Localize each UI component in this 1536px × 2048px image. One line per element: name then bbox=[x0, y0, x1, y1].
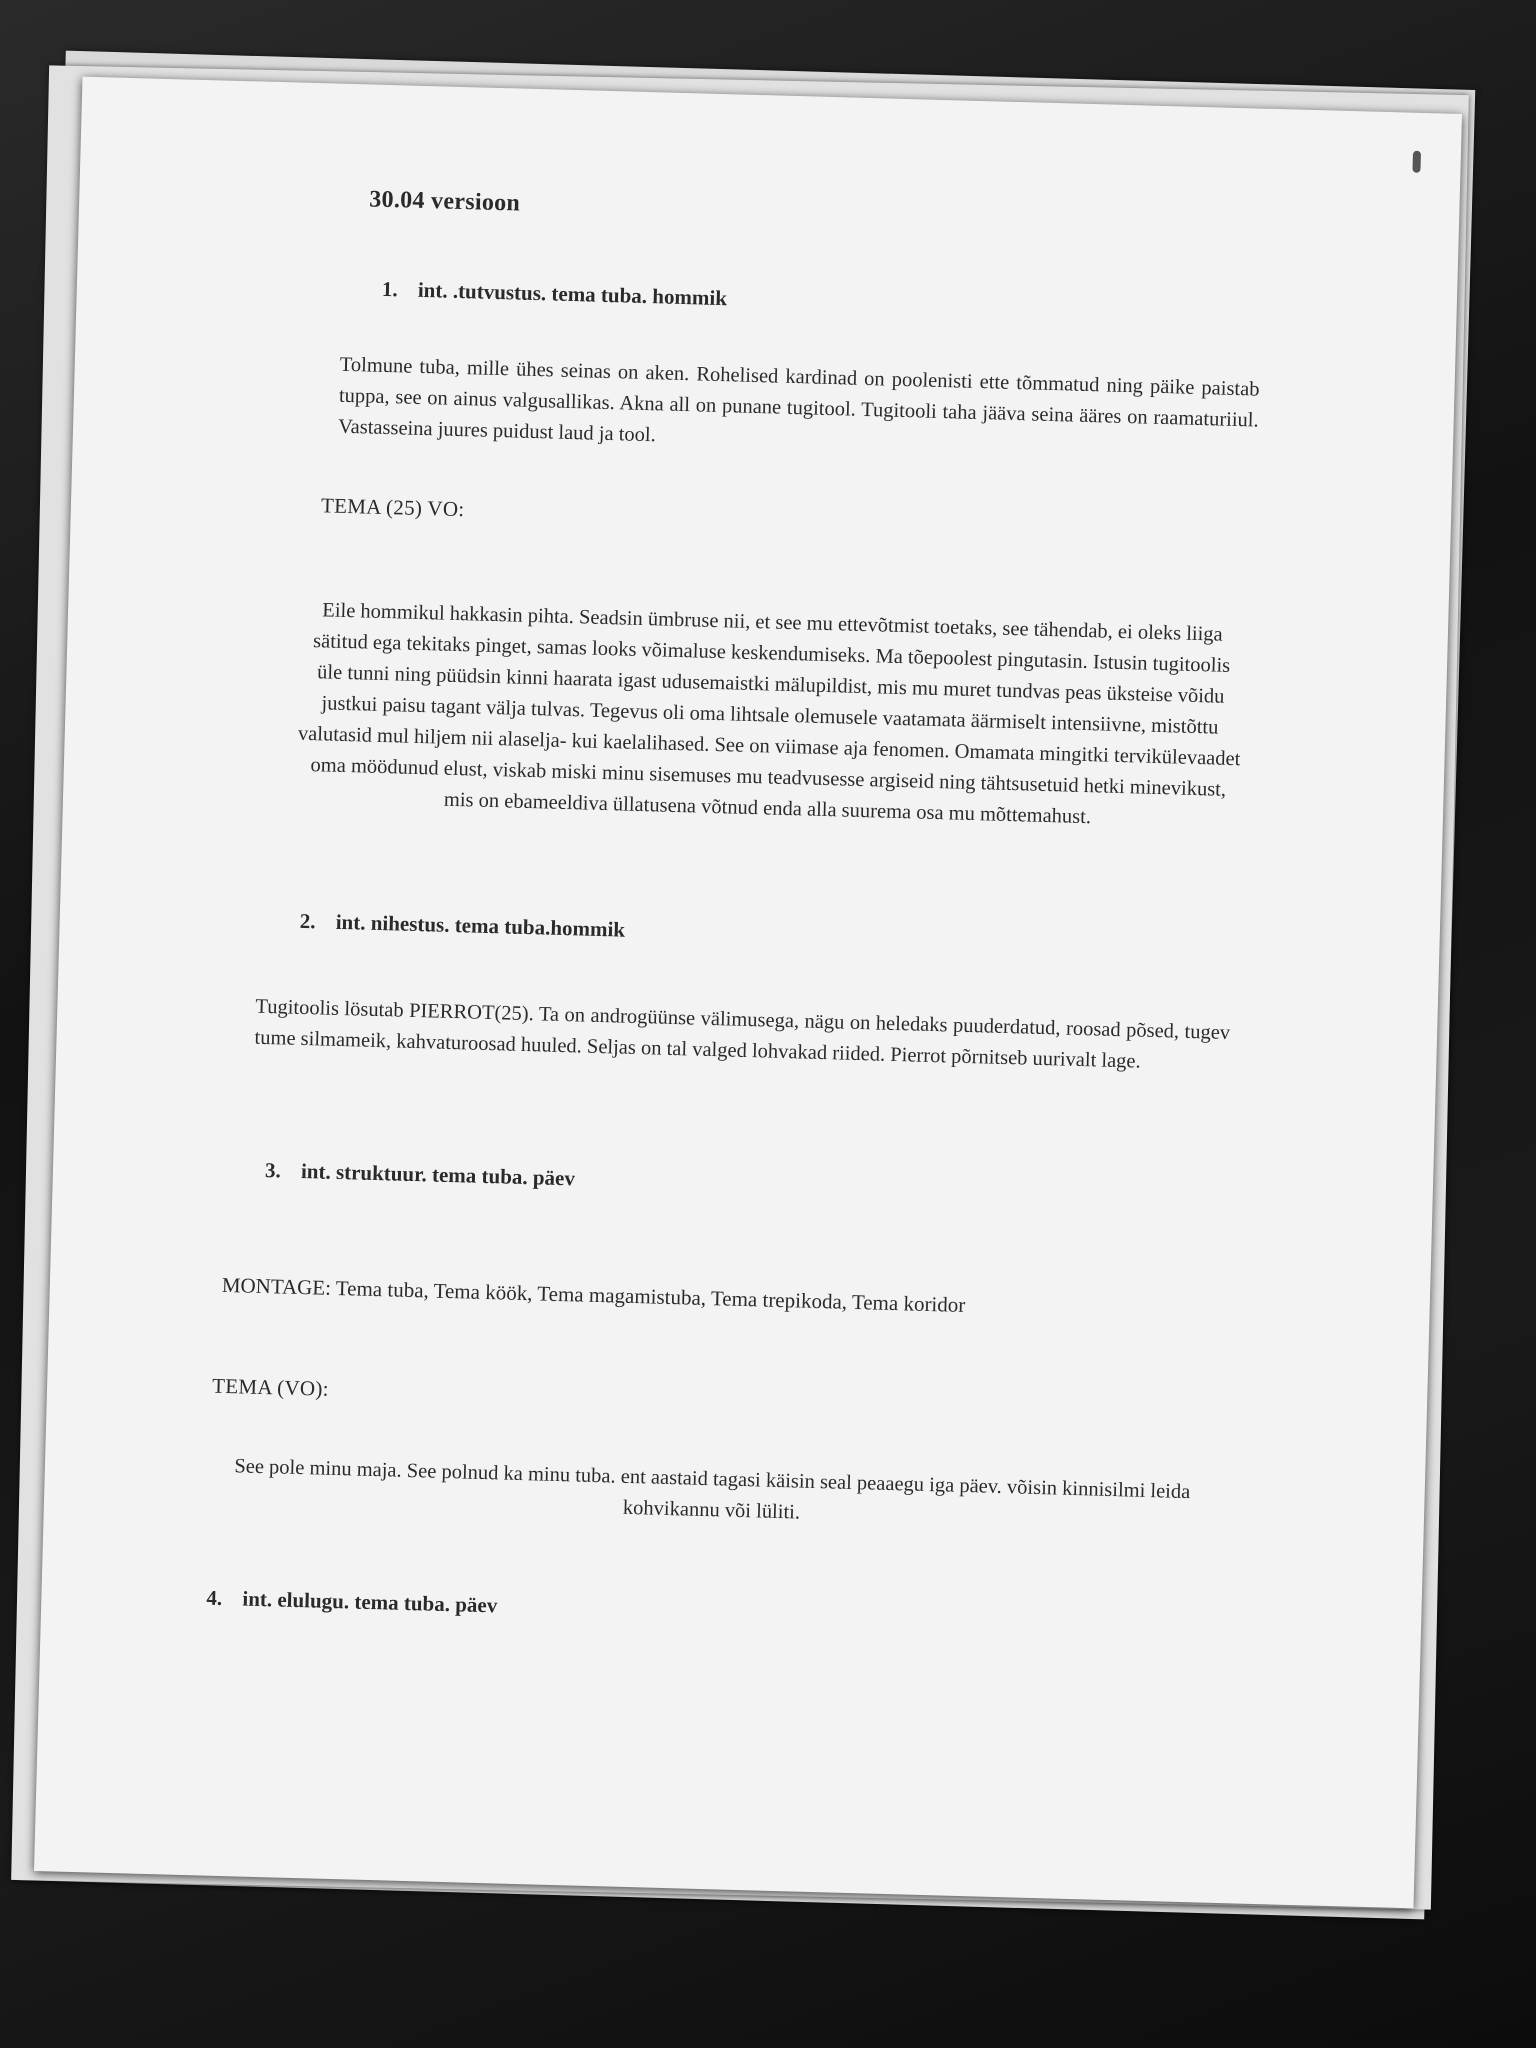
scene-number: 1. bbox=[381, 276, 398, 302]
scene-1-dialogue: Eile hommikul hakkasin pihta. Seadsin ümbruse nii, et see mu ettevõtmist toetaks, see tähendab, ei oleks liiga sätitud ega tekitaks pinget, samas looks võimaluse keskendumiseks. Ma tõepoolest pingutasin. Istusin tugitoolis üle tunni ning püüdsin kinni haarata igast udusemaistki mälupildist, mis mu muret tundvas peas üksteise võidu justkui paisu tagant välja tulvas. Tegevus oli oma lihtsale olemusele vaatamata äärmiselt intensiivne, mistõttu valutasid mul hiljem nii alaselja- kui kaelalihased. See on viimase aja fenomen. Omamata mingitki tervikülevaadet oma möödunud elust, viskab miski minu sisemuses mu teadvusesse argiseid ning tähtsusetuid hetki minevikust, mis on ebameeldiva üllatusena võtnud enda alla suurema osa mu mõttemahust. bbox=[297, 599, 1241, 829]
scene-heading-2 bbox=[299, 909, 625, 943]
scene-heading-text: int. struktuur. tema tuba. päev bbox=[300, 1158, 576, 1191]
scene-heading-text: int. nihestus. tema tuba.hommik bbox=[335, 909, 626, 942]
scene-3-character: TEMA (VO): bbox=[211, 1373, 330, 1401]
scene-heading-4 bbox=[206, 1586, 498, 1619]
scene-heading-text: int. elulugu. tema tuba. päev bbox=[242, 1586, 498, 1618]
script-page bbox=[34, 77, 1462, 1909]
scene-heading-3 bbox=[265, 1158, 576, 1191]
paper-clip-icon bbox=[1412, 151, 1421, 173]
scene-3-montage: MONTAGE: Tema tuba, Tema köök, Tema magamistuba, Tema trepikoda, Tema koridor bbox=[221, 1272, 966, 1317]
scene-number: 2. bbox=[299, 908, 316, 934]
scene-number: 3. bbox=[264, 1158, 282, 1183]
scene-heading-text: int. .tutvustus. tema tuba. hommik bbox=[417, 277, 728, 311]
scene-heading-1 bbox=[382, 277, 728, 311]
scene-3-dialogue: See pole minu maja. See polnud ka minu tuba. ent aastaid tagasi käisin seal peaaegu iga päev. võisin kinnisilmi leida kohvikannu või lüliti. bbox=[234, 1455, 1191, 1524]
scene-2-action: Tugitoolis lösutab PIERROT(25). Ta on androgüünse välimusega, nägu on heledaks puuderdatud, roosad põsed, tugev tume silmameik, kahvaturoosad huuled. Seljas on tal valged lohvakad riided. Pierrot põrnitseb uurivalt lage. bbox=[254, 995, 1231, 1073]
scene-1-action: Tolmune tuba, mille ühes seinas on aken. Rohelised kardinad on poolenisti ette tõmmatud ning päike paistab tuppa, see on ainus valgusallikas. Akna all on punane tugitool. Tugitooli taha jääva seina ääres on raamaturiiul. Vastasseina juures puidust laud ja tool. bbox=[337, 353, 1260, 447]
version-title: 30.04 versioon bbox=[368, 186, 521, 217]
scene-number: 4. bbox=[206, 1585, 223, 1610]
scene-1-character: TEMA (25) VO: bbox=[320, 493, 465, 522]
